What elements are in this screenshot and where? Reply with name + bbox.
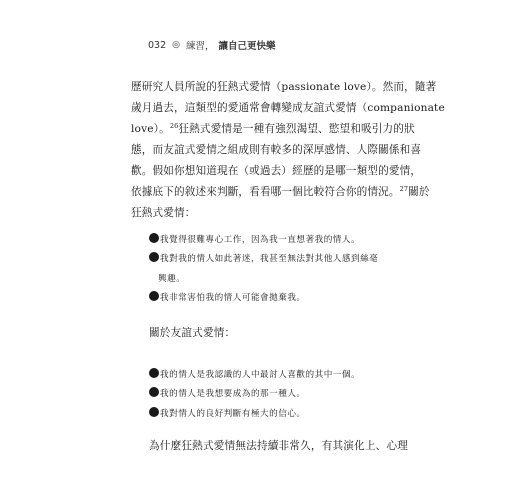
list-item-text: 我非常害怕我的情人可能會拋棄我。 [160, 293, 306, 304]
book-title: 練習， [186, 41, 215, 52]
list-item-continuation: 興趣。 [158, 273, 186, 284]
page-number: 032 [148, 39, 167, 51]
text-line [131, 182, 430, 203]
list-item-text: 我的情人是我想要成為的那一種人。 [160, 389, 306, 400]
chapter-title: 讓自己更快樂 [218, 41, 276, 52]
bullet-icon [149, 252, 159, 262]
list-item-text: 我對我的情人如此著迷，我甚至無法對其他人感到絲毫 [160, 254, 379, 265]
passionate-love-list [149, 231, 389, 309]
text-fragment: 狂熱式愛情是一種有強烈渴望、慾望和吸引力的狀 [178, 123, 415, 135]
body-paragraph [131, 77, 445, 224]
text-line: 狂熱式愛情： [131, 207, 196, 219]
footnote-marker: 26 [169, 122, 179, 130]
footnote-marker: 27 [399, 185, 409, 193]
text-line: 歷研究人員所說的狂熱式愛情（passionate love）。然而，隨著 [131, 81, 437, 93]
list-item [149, 405, 389, 424]
list-item [149, 231, 389, 250]
bullet-icon [149, 407, 159, 417]
list-item [149, 289, 389, 308]
page-header [148, 38, 276, 52]
list-item-text: 我的情人是我認識的人中最討人喜歡的其中一個。 [160, 370, 361, 380]
text-line: 歡。假如你想知道現在（或過去）經歷的是哪一類型的愛情， [131, 165, 422, 177]
text-line: 歲月過去，這類型的愛通常會轉變成友誼式愛情（companionate [131, 102, 445, 114]
closing-paragraph: 為什麼狂熱式愛情無法持續非常久，有其演化上、心理 [149, 440, 409, 452]
bullet-icon [149, 233, 159, 243]
bullet-icon [149, 368, 159, 378]
list-item [149, 250, 389, 269]
list-item-text: 我覺得很難專心工作，因為我一直想著我的情人。 [160, 235, 361, 245]
companionate-love-label: 關於友誼式愛情： [149, 327, 236, 339]
bullet-icon [149, 291, 159, 301]
text-line: 態，而友誼式愛情之組成則有較多的深厚感情、人際關係和喜 [131, 144, 422, 156]
list-item-text: 我對情人的良好判斷有極大的信心。 [160, 408, 306, 419]
list-item [149, 366, 389, 385]
text-fragment: love）。 [131, 123, 170, 135]
text-fragment: 依據底下的敘述來判斷，看看哪一個比較符合你的情況。 [131, 186, 400, 198]
list-item [149, 385, 389, 404]
companionate-love-list [149, 366, 389, 424]
text-fragment: 關於 [408, 186, 430, 198]
text-line [131, 119, 415, 140]
separator-icon: ◎ [172, 40, 180, 50]
bullet-icon [149, 387, 159, 397]
